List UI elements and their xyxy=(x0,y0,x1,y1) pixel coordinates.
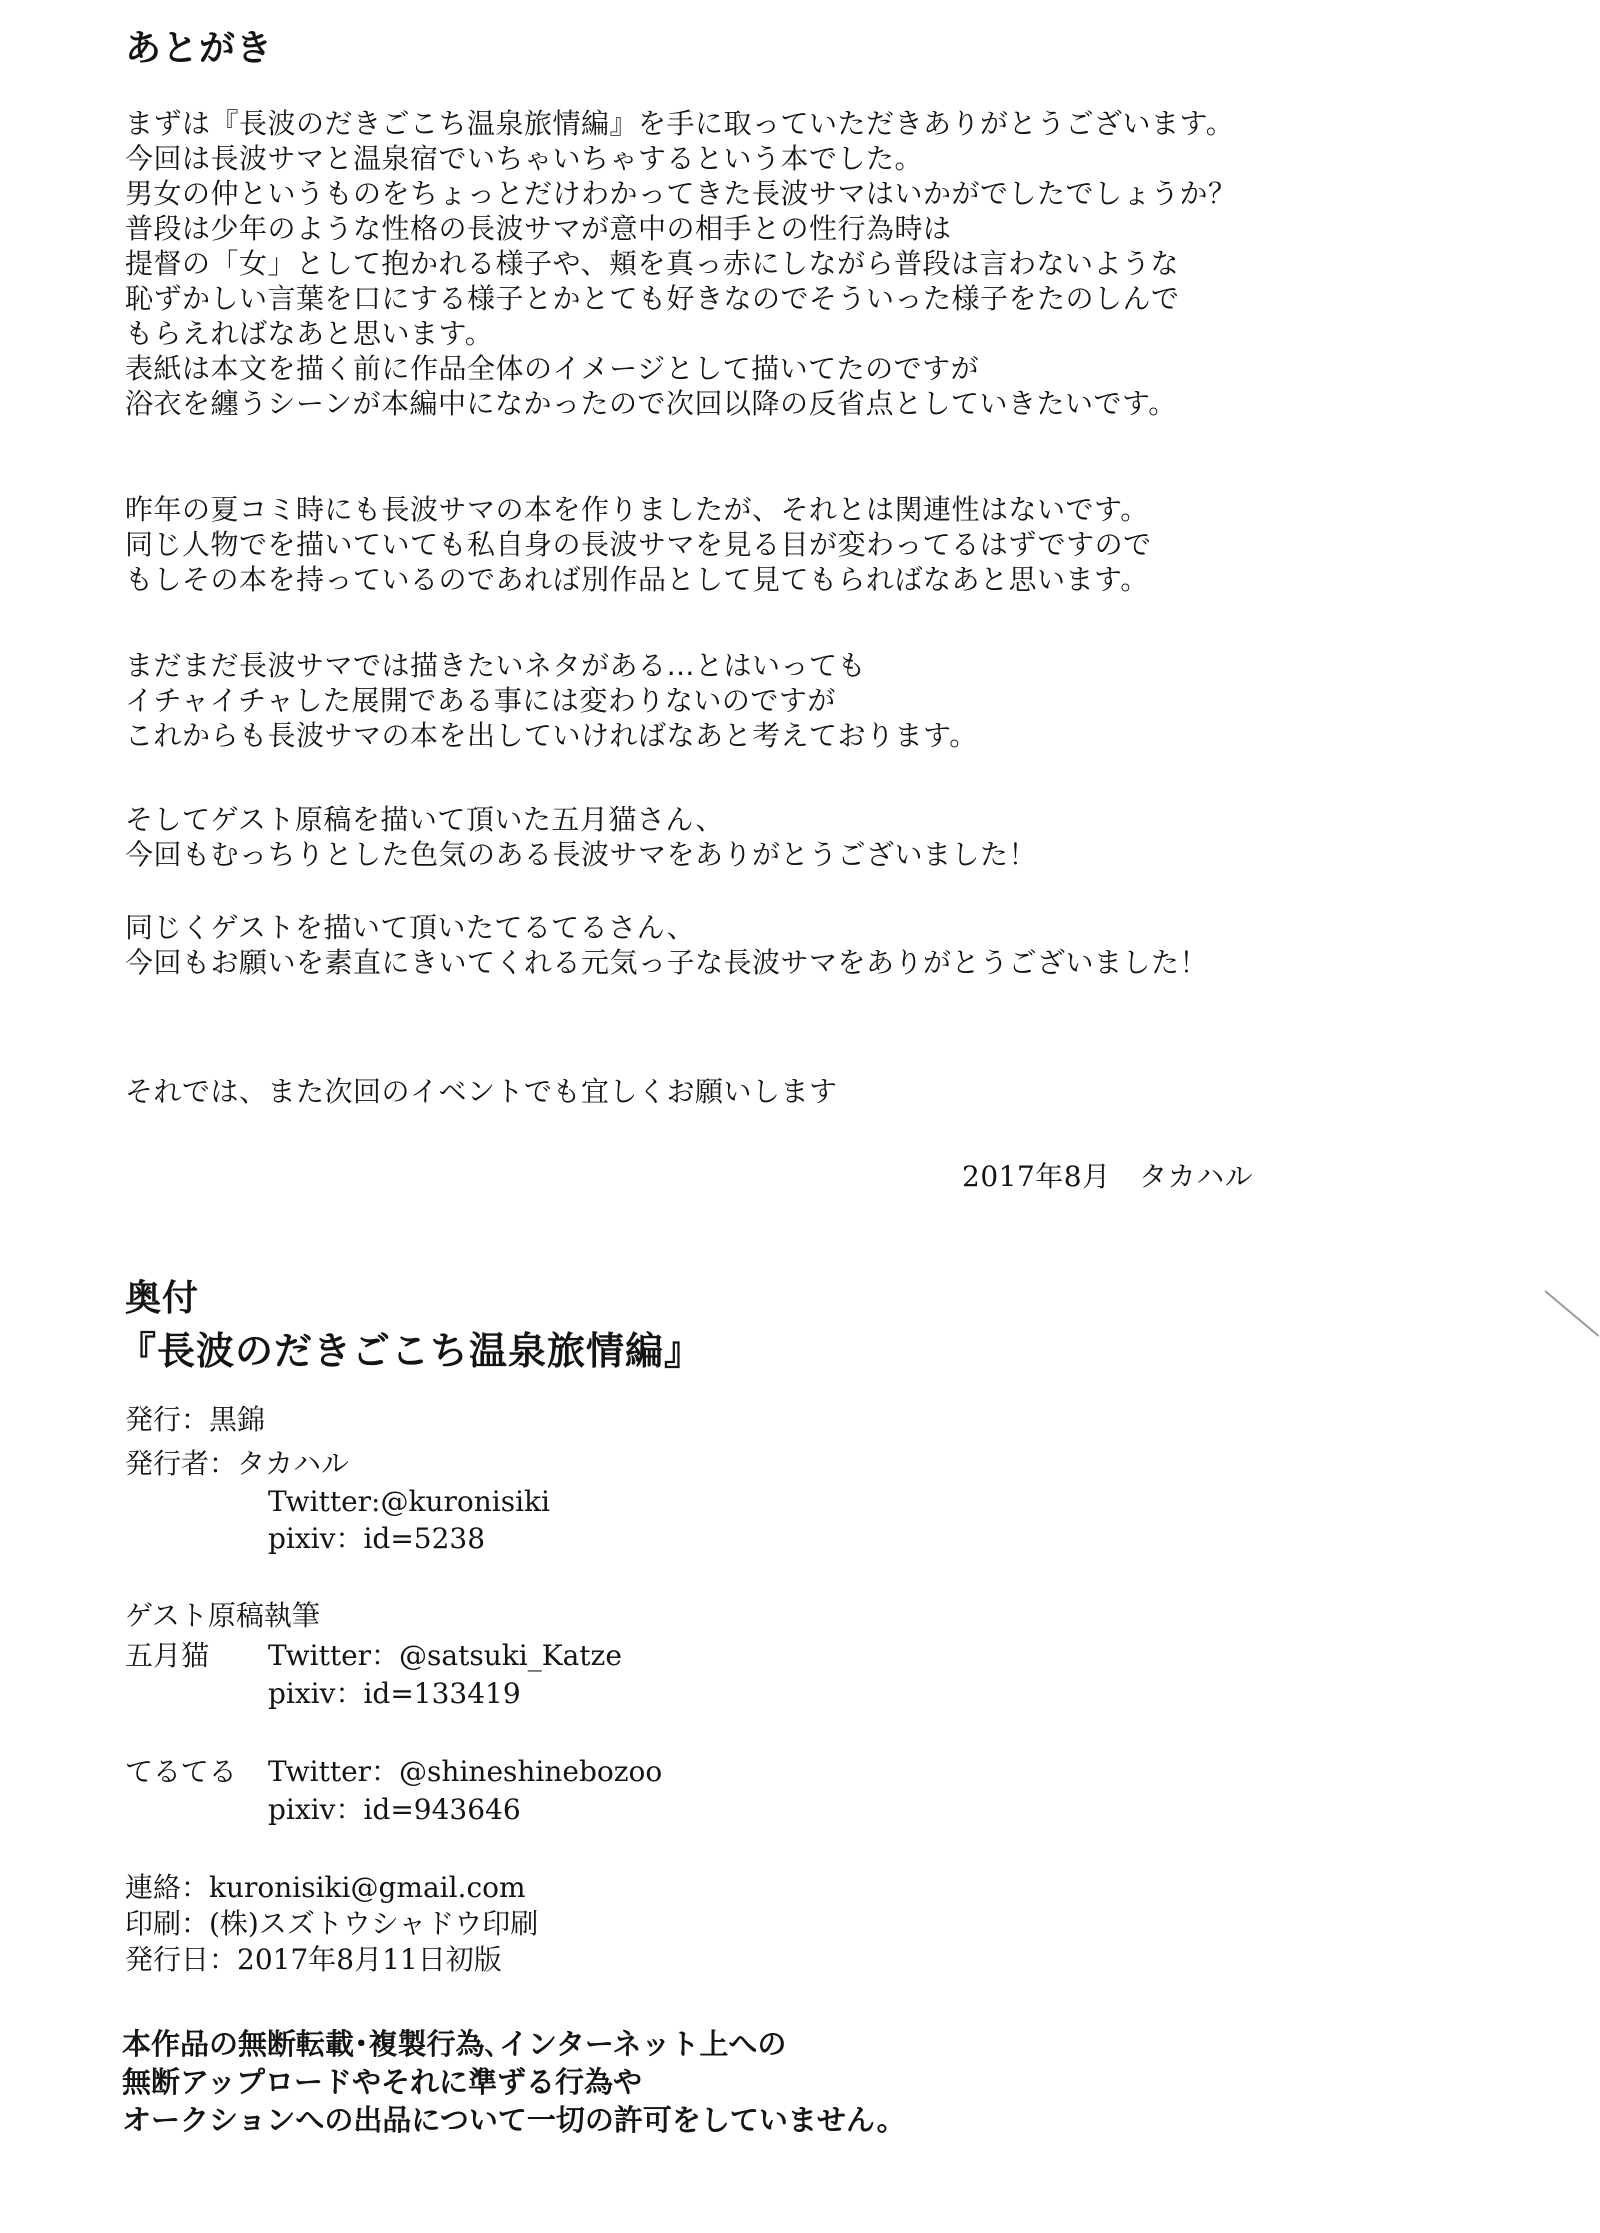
guest-twitter: Twitter：@shineshinebozoo xyxy=(268,1755,663,1788)
author-twitter: Twitter:@kuronisiki xyxy=(268,1485,550,1518)
guest-name: てるてる xyxy=(125,1755,237,1788)
publisher: 発行：黒錦 xyxy=(125,1403,266,1436)
notice-line: 本作品の無断転載･複製行為､インターネット上への xyxy=(122,2027,787,2061)
text-line: 同じ人物でを描いていても私自身の長波サマを見る目が変わってるはずですので xyxy=(125,528,1152,561)
text-line: イチャイチャした展開である事には変わりないのですが xyxy=(125,684,836,717)
afterword-paragraph-5 xyxy=(125,910,1208,980)
text-line: そしてゲスト原稿を描いて頂いた五月猫さん、 xyxy=(125,803,725,836)
text-line: まだまだ長波サマでは描きたいネタがある…とはいっても xyxy=(125,649,867,682)
text-line: もらえればなあと思います。 xyxy=(125,317,494,350)
guest-pixiv: pixiv：id=943646 xyxy=(268,1793,521,1826)
colophon-heading: 奥付 xyxy=(125,1278,200,1319)
afterword-paragraph-3 xyxy=(125,648,978,753)
guest-name: 五月猫 xyxy=(125,1639,210,1672)
publication-date: 発行日：2017年8月11日初版 xyxy=(125,1943,502,1976)
afterword-paragraph-2 xyxy=(125,492,1152,597)
contact: 連絡：kuronisiki@gmail.com xyxy=(125,1871,526,1904)
text-line: 昨年の夏コミ時にも長波サマの本を作りましたが、それとは関連性はないです。 xyxy=(125,493,1149,526)
text-line: 今回は長波サマと温泉宿でいちゃいちゃするという本でした。 xyxy=(125,142,924,175)
guest-pixiv: pixiv：id=133419 xyxy=(268,1677,521,1710)
guest-heading: ゲスト原稿執筆 xyxy=(125,1599,320,1632)
text-line: 提督の「女」として抱かれる様子や、頬を真っ赤にしながら普段は言わないような xyxy=(125,247,1179,280)
text-line: まずは『長波のだきごこち温泉旅情編』を手に取っていただきありがとうございます。 xyxy=(125,107,1235,140)
text-line: もしその本を持っているのであれば別作品として見てもらればなあと思います。 xyxy=(125,563,1149,596)
text-line: 恥ずかしい言葉を口にする様子とかとても好きなのでそういった様子をたのしんで xyxy=(125,282,1180,315)
text-line: それでは、また次回のイベントでも宜しくお願いします xyxy=(125,1075,838,1108)
afterword-paragraph-4 xyxy=(125,802,1037,872)
afterword-closing xyxy=(125,1074,838,1109)
text-line: 今回もお願いを素直にきいてくれる元気っ子な長波サマをありがとうございました！ xyxy=(125,946,1209,979)
text-line: 浴衣を纏うシーンが本編中になかったので次回以降の反省点としていきたいです。 xyxy=(125,387,1177,420)
printer: 印刷：(株)スズトウシャドウ印刷 xyxy=(125,1907,539,1940)
author: 発行者：タカハル xyxy=(125,1447,350,1480)
notice-line: 無断アップロードやそれに準ずる行為や xyxy=(122,2065,642,2099)
afterword-paragraph-1 xyxy=(125,106,1237,421)
text-line: これからも長波サマの本を出していければなあと考えております。 xyxy=(125,719,978,752)
scan-scratch-mark xyxy=(1544,1290,1599,1337)
text-line: 同じくゲストを描いて頂いたてるてるさん、 xyxy=(125,911,696,944)
text-line: 男女の仲というものをちょっとだけわかってきた長波サマはいかがでしたでしょうか？ xyxy=(125,177,1237,210)
book-title: 『長波のだきごこち温泉旅情編』 xyxy=(118,1329,704,1373)
copyright-notice xyxy=(122,2025,906,2139)
text-line: 今回もむっちりとした色気のある長波サマをありがとうございました！ xyxy=(125,838,1038,871)
afterword-heading: あとがき xyxy=(125,28,274,69)
author-pixiv: pixiv：id=5238 xyxy=(268,1522,486,1555)
guest-twitter: Twitter：@satsuki_Katze xyxy=(268,1639,622,1672)
afterword-signature: 2017年8月 タカハル xyxy=(962,1160,1254,1193)
notice-line: オークションへの出品について一切の許可をしていません。 xyxy=(122,2103,906,2137)
text-line: 普段は少年のような性格の長波サマが意中の相手との性行為時は xyxy=(125,212,952,245)
text-line: 表紙は本文を描く前に作品全体のイメージとして描いてたのですが xyxy=(125,352,980,385)
